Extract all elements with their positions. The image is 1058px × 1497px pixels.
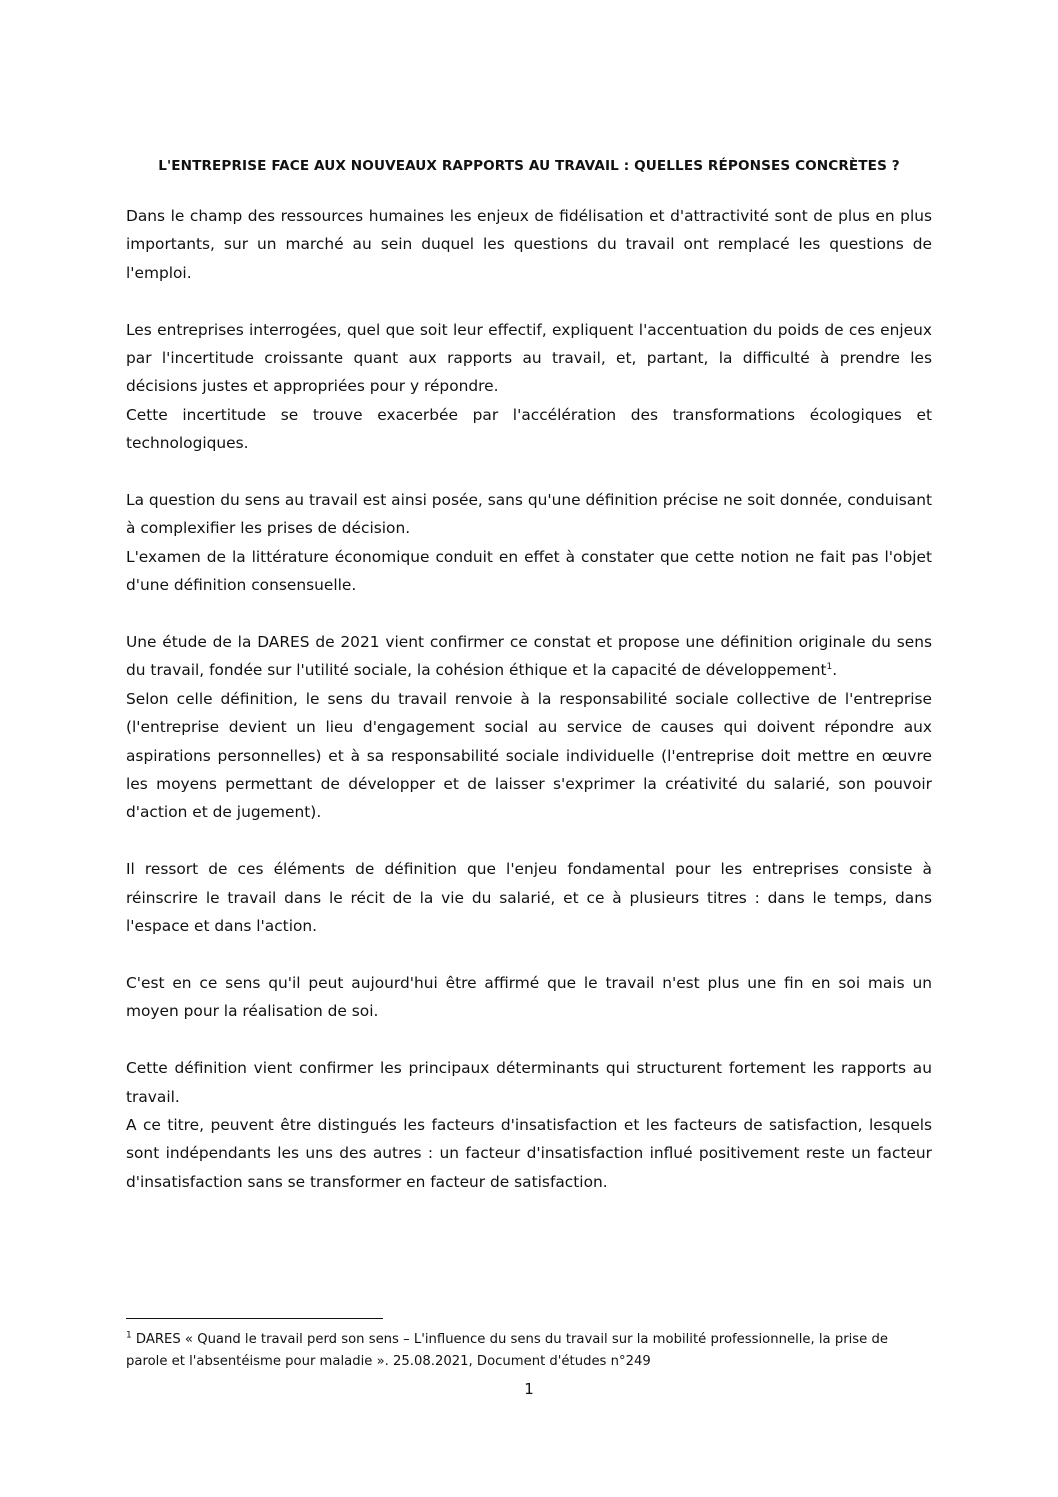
paragraph-8: Il ressort de ces éléments de définition que l'enjeu fondamental pour les entreprises consiste à réinscrire le travail dans le récit de la vie du salarié, et ce à plusieurs titres : dans le temps, dans l'espace et dans l'action.	[126, 860, 932, 936]
footnote	[126, 1329, 932, 1372]
paragraph-1: Dans le champ des ressources humaines les enjeux de fidélisation et d'attractivité sont de plus en plus importants, sur un marché au sein duquel les questions du travail ont remplacé les questions de l'emploi.	[126, 207, 932, 282]
paragraph-2: Les entreprises interrogées, quel que soit leur effectif, expliquent l'accentuation du poids de ces enjeux par l'incertitude croissante quant aux rapports au travail, et, partant, la difficulté à prendre les décisions justes et appropriées pour y répondre.	[126, 320, 932, 396]
paragraph-6-period: .	[832, 661, 838, 680]
paragraph-7: Selon celle définition, le sens du travail renvoie à la responsabilité sociale collective de l'entreprise (l'entreprise devient un lieu d'engagement social au service de causes qui doivent répondre aux aspirations personnelles) et à sa responsabilité sociale individuelle (l'entreprise doit mettre en œuvre les moyens permettant de développer et de laisser s'exprimer la créativité du salarié, son pouvoir d'action et de jugement).	[126, 689, 932, 822]
paragraph-4: La question du sens au travail est ainsi posée, sans qu'une définition précise ne soit donnée, conduisant à complexifier les prises de décision.	[126, 491, 932, 538]
page-number: 1	[524, 1380, 534, 1398]
document-title: L'ENTREPRISE FACE AUX NOUVEAUX RAPPORTS AU TRAVAIL : QUELLES RÉPONSES CONCRÈTES ?	[158, 158, 900, 174]
paragraph-5: L'examen de la littérature économique conduit en effet à constater que cette notion ne fait pas l'objet d'une définition consensuelle.	[126, 547, 932, 595]
paragraph-11: A ce titre, peuvent être distingués les facteurs d'insatisfaction et les facteurs de satisfaction, lesquels sont indépendants les uns des autres : un facteur d'insatisfaction influé positivement reste un facteur d'insatisfaction sans se transformer en facteur de satisfaction.	[126, 1115, 932, 1191]
footnote-number: 1	[126, 1330, 132, 1341]
paragraph-10: Cette définition vient confirmer les principaux déterminants qui structurent fortement les rapports au travail.	[126, 1059, 932, 1106]
footnote-reference[interactable]: 1	[826, 662, 833, 673]
document-body	[126, 202, 932, 1196]
paragraph-9: C'est en ce sens qu'il peut aujourd'hui être affirmé que le travail n'est plus une fin en soi mais un moyen pour la réalisation de soi.	[126, 973, 932, 1021]
paragraph-6-text: Une étude de la DARES de 2021 vient confirmer ce constat et propose une définition originale du sens du travail, fondée sur l'utilité sociale, la cohésion éthique et la capacité de développement	[126, 633, 932, 680]
paragraph-6	[126, 628, 932, 685]
footnote-separator	[126, 1318, 383, 1319]
paragraph-3: Cette incertitude se trouve exacerbée par l'accélération des transformations écologiques et technologiques.	[126, 405, 932, 453]
footnote-text: DARES « Quand le travail perd son sens – L'influence du sens du travail sur la mobilité professionnelle, la prise de parole et l'absentéisme pour maladie ». 25.08.2021, Document d'études n°249	[126, 1332, 888, 1369]
